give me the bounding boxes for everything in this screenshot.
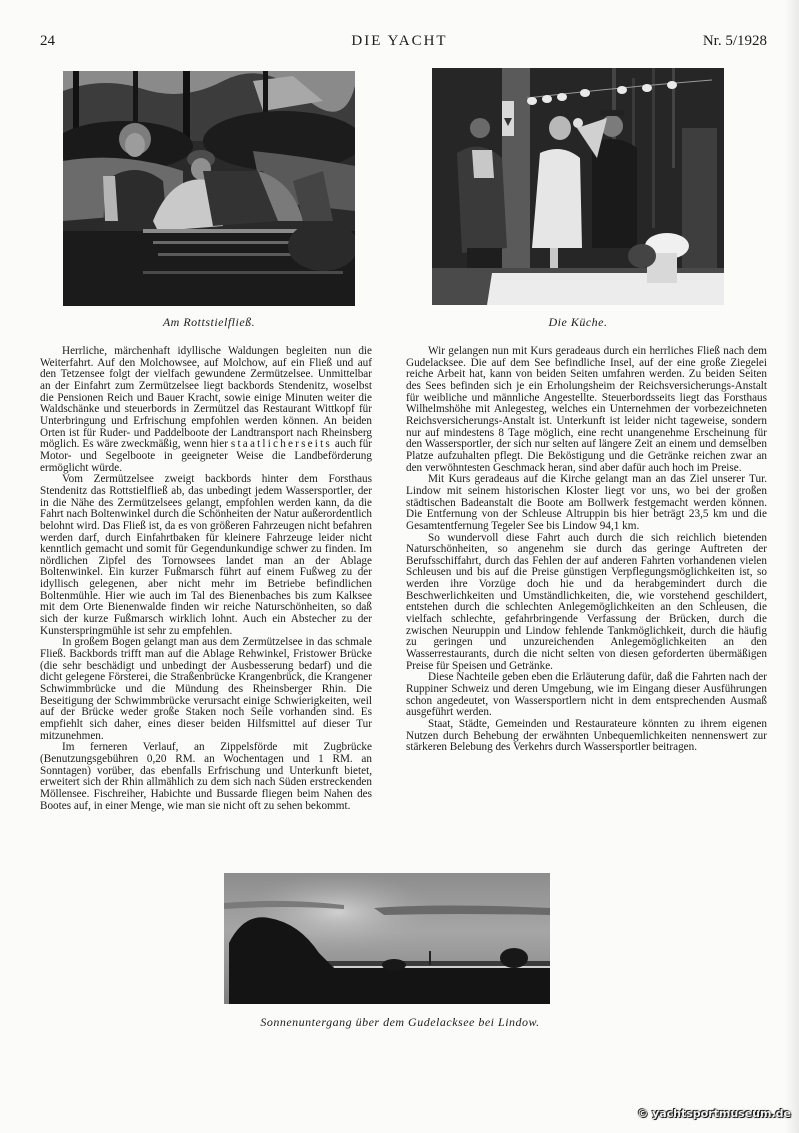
page-header — [0, 33, 799, 53]
page-edge-shadow — [785, 0, 799, 1133]
issue-number: Nr. 5/1928 — [702, 33, 767, 49]
magazine-title: DIE YACHT — [351, 33, 448, 49]
article-left-column — [40, 346, 372, 812]
article-paragraph: Wir gelangen nun mit Kurs geradeaus durch ein herrliches Fließ nach dem Gudelacksee. Die auf dem See befindliche Insel, auf der eine große Ziegelei reiche Arbeit hat, kann von beiden Seiten umfahren werden. Zu beiden Seiten des Sees befinden sich je ein Erholungsheim der Reichsversicherungs-Anstalt für weibliche und männliche Angestellte. Steuerbordsseits liegt das Forsthaus Wilhelmshöhe mit Anlegesteg, welches ein Unternehmen der vorbezeichneten Reichsversicherungs-Anstalt ist. Unterkunft ist leider nicht tageweise, sondern nur auf mindestens 8 Tage möglich, eine recht unangenehme Erscheinung für den Wassersportler, der sich nur selten auf längere Zeit an einem und demselben Platze aufzuhalten pflegt. Die Beköstigung und die Getränke reichen zwar an den verwöhntesten Geschmack heran, sind aber dafür auch hoch im Preise. — [406, 345, 767, 474]
photo-caption-sonnenuntergang: Sonnenuntergang über dem Gudelacksee bei Lindow. — [260, 1015, 540, 1029]
photo-caption-kueche: Die Küche. — [548, 315, 608, 329]
article-paragraph: Im ferneren Verlauf, an Zippelsförde mit Zugbrücke (Benutzungsgebühren 0,20 RM. an Wochentagen und 1 RM. an Sonntagen) vorüber, das ebenfalls Erfrischung und Unterkunft bietet, erweitert sich der Rhin allmählich zu dem sich nach Süden erstreckenden Möllensee. Fischreiher, Habichte und Bussarde fliegen beim Nahen des Bootes auf, in einer Menge, wie man sie nicht oft zu sehen bekommt. — [40, 741, 372, 812]
camp-kitchen-image — [432, 68, 724, 305]
article-paragraph: Herrliche, märchenhaft idyllische Waldungen begleiten nun die Weiterfahrt. Auf den Molchowsee, auf Molchow, auf ein Fließ und auf den Tetzensee folgt der vielfach gewundene Zermützelsee. Unmittelbar an der Einfahrt zum Zermützelsee liegt backbords Stendenitz, woselbst die Pensionen Reich und Bauer Kracht, sowie einige Minuten weiter die Waldschänke und steuerbords in Zermützel das Restaurant Wittkopf für Unterbringung und Erfrischung empfohlen werden können. An beiden Orten ist für Ruder- und Paddelboote der Landtransport nach Rheinsberg möglich. Es wäre zweckmäßig, wenn hier staatlicherseits auch für Motor- und Segelboote in geeigneter Weise die Landbeförderung ermöglicht würde. — [40, 345, 373, 474]
boat-scene-image — [63, 71, 355, 306]
photo-kueche — [432, 68, 724, 305]
emphasized-text: staatlicherseits — [230, 438, 332, 451]
article-paragraph: Mit Kurs geradeaus auf die Kirche gelangt man an das Ziel unserer Tur. Lindow mit seinem historischen Kloster liegt vor uns, wo bei der großen städtischen Badeanstalt die Boote am Bollwerk festgemacht werden können. Die Entfernung von der Schleuse Altruppin bis hier beträgt 23,5 km und die Gesamtentfernung Tegeler See bis Lindow 94,1 km. — [406, 473, 767, 532]
photo-rottstielfliess — [63, 71, 355, 306]
article-paragraph: Staat, Städte, Gemeinden und Restaurateure könnten zu ihrem eigenen Nutzen durch Behebung der erwähnten Unbequemlichkeiten nennenswert zur stärkeren Belebung des Verkehrs durch Wassersportler beitragen. — [406, 718, 767, 754]
sunset-lake-image — [224, 873, 550, 1004]
photo-sonnenuntergang — [224, 873, 550, 1004]
photo-caption-rottstielfliess: Am Rottstielfließ. — [162, 315, 256, 329]
article-paragraph: In großem Bogen gelangt man aus dem Zermützelsee in das schmale Fließ. Backbords trifft man auf die Ablage Rehwinkel, Fristower Brücke (die sehr beschädigt und unbedingt der Ausbesserung bedarf) und die dicht gelegene Försterei, die Straßenbrücke Krangenbrück, die Krangener Schwimmbrücke und die Mündung des Rheinsberger Rhin. Die Beseitigung der Schwimmbrücke verursacht einige Schwierigkeiten, weil auf der Brücke weder große Staken noch Seile vorhanden sind. Es empfiehlt sich daher, eines dieser beiden Hilfsmittel auf dieser Tur mitzunehmen. — [40, 636, 372, 742]
copyright-watermark: © yachtsportmuseum.de — [637, 1107, 791, 1120]
article-paragraph: Vom Zermützelsee zweigt backbords hinter dem Forsthaus Stendenitz das Rottstielfließ ab, das unbedingt jedem Wassersportler, der in die Nähe des Zermützelsees gelangt, empfohlen werden kann, da die Fahrt nach Boltenwinkel durch die Schönheiten der Natur außerordentlich belohnt wird. Das Fließ ist, da es von größeren Fahrzeugen nicht befahren werden darf, durch Einfahrtbaken für kleinere Fahrzeuge leider nicht kenntlich gemacht und somit für Gegendunkundige schwer zu finden. Im nördlichen Zipfel des Tornowsees landet man an der Ablage Boltenwinkel. Ein kurzer Fußmarsch führt auf einem Fußweg zu der idyllisch gelegenen, aber nicht mehr im Betriebe befindlichen Boltenmühle. Hier wie auch im Tal des Bienenbaches bis zum Kalksee mit dem Orte Bienenwalde finden wir reiche Naturschönheiten, so daß sich der kurze Fußmarsch wirklich lohnt. Auch ein Abstecher zu der Kunsterspringmühle ist sehr zu empfehlen. — [40, 473, 372, 637]
article-paragraph: So wundervoll diese Fahrt auch durch die sich reichlich bietenden Naturschönheiten, so angenehm sie durch das geringe Auftreten der Berufsschiffahrt, durch das Fehlen der auf anderen Fahrten vorhandenen vielen Schleusen und bis auf die Preise günstigen Verpflegungsmöglichkeiten ist, so werden ihre Vorzüge doch hie und da herabgemindert durch die Beschwerlichkeiten und Umständlichkeiten, die, wie vorstehend geschildert, entstehen durch die schlechten Anlegemöglichkeiten an den Schleusen, die vielfach schlechte, gefahrbringende Verfassung der Brücken, durch die zwischen Neuruppin und Lindow fehlende Tankmöglichkeit, durch die häufig zu geringen und unzureichenden Anlegemöglichkeiten an den Wasserrestaurants, durch die nicht selten von diesen geforderten übermäßigen Preise für Speisen und Getränke. — [406, 531, 767, 672]
article-paragraph: Diese Nachteile geben eben die Erläuterung dafür, daß die Fahrten nach der Ruppiner Schweiz und deren Umgebung, wie im Eingang dieser Ausführungen schon angedeutet, von Wassersportlern nicht in dem entsprechenden Ausmaß ausgeführt werden. — [406, 671, 767, 719]
article-right-column — [406, 346, 767, 754]
page-number: 24 — [40, 33, 55, 49]
